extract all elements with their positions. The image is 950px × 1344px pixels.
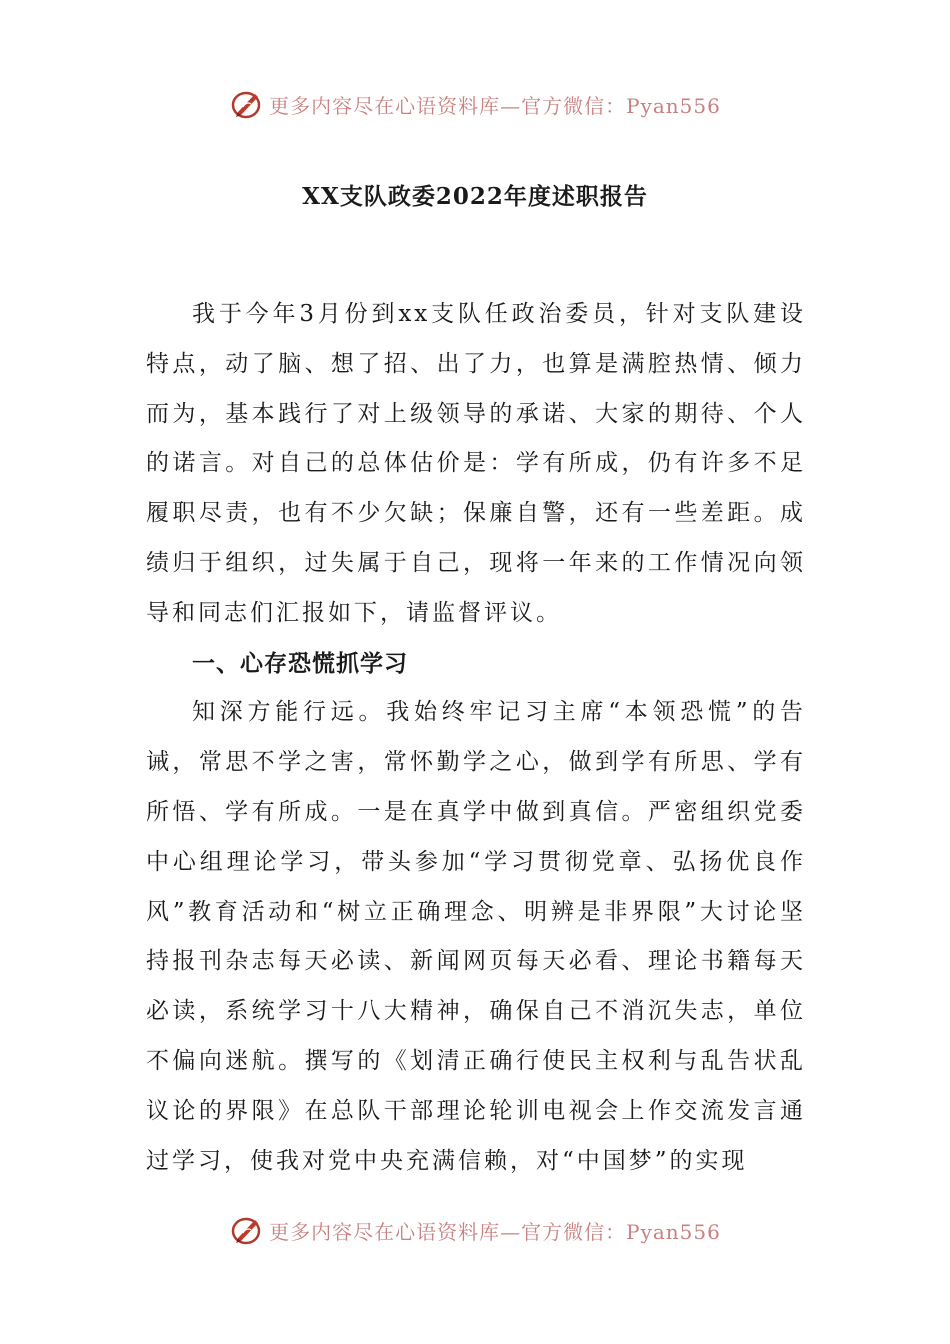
- intro-paragraph: 我于今年3月份到xx支队任政治委员，针对支队建设特点，动了脑、想了招、出了力，也算是满腔热情、倾力而为，基本践行了对上级领导的承诺、大家的期待、个人的诺言。对自己的总体估价是：学有所成，仍有许多不足履职尽责，也有不少欠缺；保廉自警，还有一些差距。成绩归于组织，过失属于自己，现将一年来的工作情况向领导和同志们汇报如下，请监督评议。: [146, 301, 806, 626]
- section-heading: 一、心存恐慌抓学习: [192, 649, 408, 677]
- section-paragraph: 知深方能行远。我始终牢记习主席“本领恐慌”的告诫，常思不学之害，常怀勤学之心，做到学有所思、学有所悟、学有所成。一是在真学中做到真信。严密组织党委中心组理论学习，带头参加“学习贯彻党章、弘扬优良作风”教育活动和“树立正确理念、明辨是非界限”大讨论坚持报刊杂志每天必读、新闻网页每天必看、理论书籍每天必读，系统学习十八大精神，确保自己不消沉失志，单位不偏向迷航。撰写的《划清正确行使民主权利与乱告状乱议论的界限》在总队干部理论轮训电视会上作交流发言通过学习，使我对党中央充满信赖，对“中国梦”的实现: [146, 699, 806, 1174]
- header-banner: [0, 82, 950, 126]
- document-title: XX支队政委2022年度述职报告: [302, 183, 648, 210]
- pen-logo-icon: [229, 87, 263, 121]
- document-body: [146, 290, 806, 1186]
- banner-text: 更多内容尽在心语资料库—官方微信：Pyan556: [269, 1219, 721, 1244]
- pen-logo-icon: [229, 1213, 263, 1247]
- footer-banner: [0, 1208, 950, 1252]
- banner-text: 更多内容尽在心语资料库—官方微信：Pyan556: [269, 93, 721, 118]
